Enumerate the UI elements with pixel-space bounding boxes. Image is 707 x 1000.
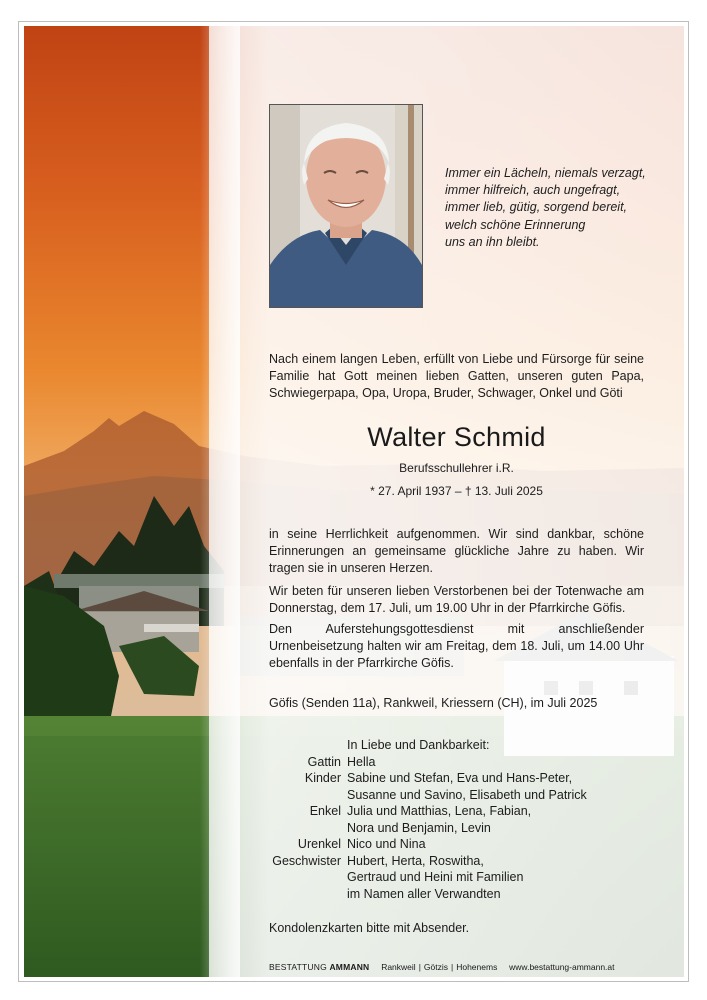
brand-light: BESTATTUNG [269, 962, 327, 972]
family-role: Geschwister [272, 853, 341, 868]
family-names: Julia und Matthias, Lena, Fabian, [347, 804, 532, 818]
family-names: im Namen aller Verwandten [347, 886, 501, 901]
portrait-photo [269, 104, 423, 308]
poem-line: Immer ein Lächeln, niemals verzagt, [445, 166, 646, 180]
family-names: Sabine und Stefan, Eva und Hans-Peter, [347, 771, 573, 785]
family-names: Nora und Benjamin, Levin [347, 820, 491, 835]
family-row [269, 886, 587, 903]
poem-line: welch schöne Erinnerung [445, 217, 586, 232]
family-names: Susanne und Savino, Elisabeth und Patrick [347, 787, 587, 802]
family-row [269, 853, 587, 870]
family-row [269, 787, 587, 804]
condolence-note: Kondolenzkarten bitte mit Absender. [269, 921, 470, 935]
footer: BESTATTUNG AMMANN Rankweil | Götzis | Hohenems www.bestattung-ammann.at [269, 962, 615, 972]
family-row [269, 836, 587, 853]
family-role: Gattin [307, 754, 341, 769]
family-role [269, 886, 347, 903]
place-and-date: Göfis (Senden 11a), Rankweil, Kriessern (CH), im Juli 2025 [269, 696, 598, 710]
funeral-home-name [269, 962, 369, 972]
life-dates: * 27. April 1937 – † 13. Juli 2025 [370, 484, 543, 498]
location: Hohenems [456, 962, 498, 972]
family-names: Gertraud und Heini mit Familien [347, 870, 524, 884]
family-row [269, 737, 587, 754]
family-role: Urenkel [297, 837, 341, 851]
family-role [269, 869, 347, 886]
brand-bold: AMMANN [329, 962, 370, 972]
family-row [269, 869, 587, 886]
poem-line: immer hilfreich, auch ungefragt, [445, 183, 621, 198]
family-role [269, 787, 347, 804]
website-link[interactable]: www.bestattung-ammann.at [509, 962, 615, 972]
poem-line: immer lieb, gütig, sorgend bereit, [445, 200, 628, 215]
family-names: Hubert, Herta, Roswitha, [347, 853, 484, 868]
location: Götzis [423, 962, 448, 972]
paragraph-wake: Wir beten für unseren lieben Verstorbenen bei der Totenwache am Donnerstag, dem 17. Juli, um 19.00 Uhr in der Pfarrkirche Göfis. [269, 584, 644, 616]
family-names: Hella [347, 754, 376, 769]
intro-text: Nach einem langen Leben, erfüllt von Liebe und Fürsorge für seine Familie hat Gott meinen lieben Gatten, unseren guten Papa, Schwiegerpapa, Opa, Uropa, Bruder, Schwager, Onkel und Göti [269, 352, 644, 401]
portrait-image [270, 105, 422, 307]
poem-line: uns an ihn bleibt. [445, 234, 540, 249]
paragraph-funeral-service: Den Auferstehungsgottesdienst mit anschließender Urnenbeisetzung halten wir am Freitag, dem 18. Juli, um 14.00 Uhr ebenfalls in der Pfarrkirche Göfis. [269, 622, 644, 671]
family-role: Kinder [304, 771, 341, 785]
family-row [269, 754, 587, 771]
family-names: In Liebe und Dankbarkeit: [347, 738, 490, 752]
deceased-name: Walter Schmid [367, 422, 546, 452]
family-role: Enkel [309, 804, 341, 818]
family-row [269, 803, 587, 820]
location: Rankweil [381, 962, 416, 972]
family-list [269, 737, 587, 902]
family-row [269, 820, 587, 837]
poem [445, 165, 675, 251]
family-role [269, 820, 347, 837]
profession: Berufsschullehrer i.R. [399, 461, 514, 475]
family-names: Nico und Nina [347, 837, 426, 851]
family-row [269, 770, 587, 787]
paragraph-remembrance: in seine Herrlichkeit aufgenommen. Wir sind dankbar, schöne Erinnerungen an gemeinsame glückliche Jahre zu haben. Wir tragen sie in unseren Herzen. [269, 527, 644, 576]
family-role [269, 737, 347, 754]
